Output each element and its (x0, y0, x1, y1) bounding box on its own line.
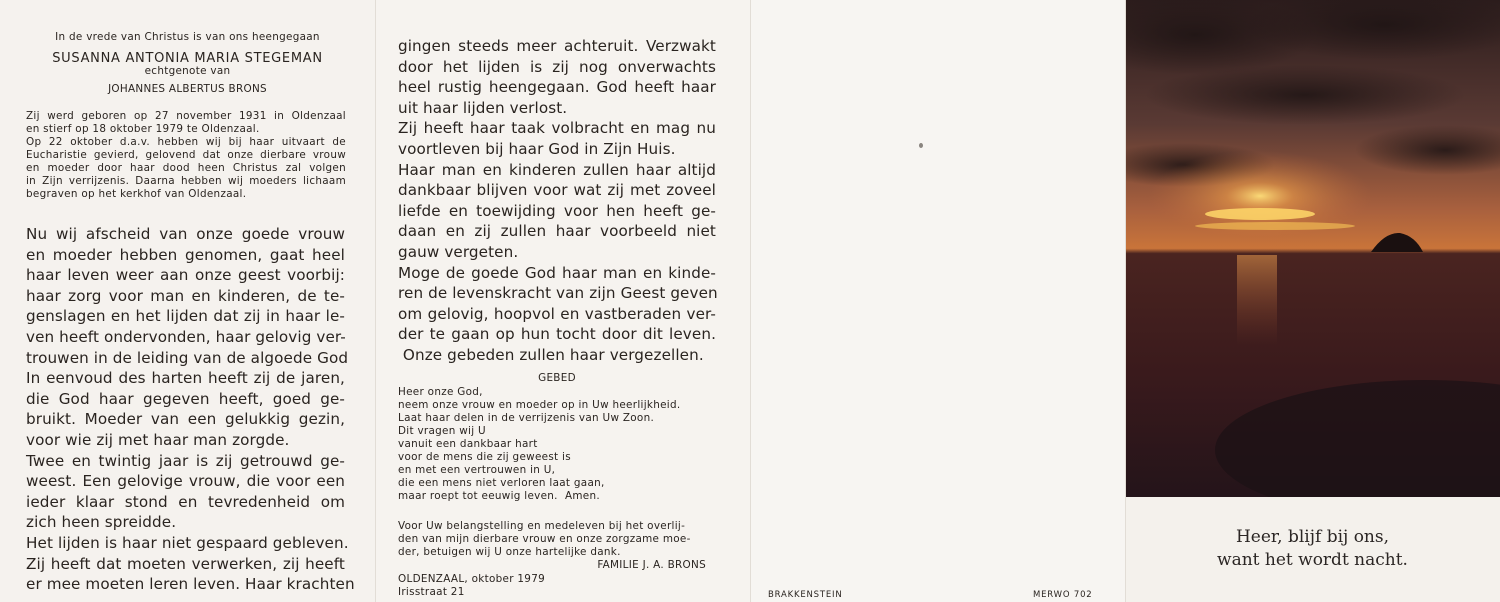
text-line: gingen steeds meer achteruit. Verzwakt (398, 37, 716, 55)
thanks-line: Voor Uw belangstelling en medeleven bij het overlij- (398, 520, 686, 532)
text-line: zich heen spreidde. (26, 513, 177, 532)
text-line: er mee moeten leren leven. Haar krachten (26, 575, 355, 594)
sun (1205, 208, 1315, 220)
thanks-text (398, 520, 716, 572)
cloud (1145, 65, 1465, 125)
text-line: In eenvoud des harten heeft zij de jaren, (26, 369, 345, 388)
text-line: Twee en twintig jaar is zij getrouwd ge- (26, 451, 345, 470)
text-line: die God haar gegeven heeft, goed ge- (26, 389, 345, 408)
text-line: Zij heeft haar taak volbracht en mag nu (398, 119, 716, 138)
text-line: voor wie zij met haar man zorgde. (26, 430, 290, 449)
bio-line: en moeder door haar dood heen Christus zal volgen (26, 162, 346, 174)
text-line: voortleven bij haar God in Zijn Huis. (398, 139, 676, 158)
intro-block (0, 31, 375, 96)
prayer-line: maar roept tot eeuwig leven. Amen. (398, 490, 600, 502)
caption-line: Heer, blijf bij ons, (1235, 527, 1390, 547)
sun-streak (1195, 222, 1355, 230)
text-line: heel rustig heengegaan. God heeft haar (398, 78, 716, 97)
memorial-text-left (26, 224, 355, 595)
text-line: ren de levenskracht van zijn Geest geven (398, 284, 718, 303)
photo-caption (1125, 526, 1500, 572)
text-line: dankbaar blijven voor wat zij met zoveel (398, 181, 716, 200)
text-line: Haar man en kinderen zullen haar altijd (398, 160, 716, 179)
print-code: MERWO 702 (1033, 590, 1093, 600)
thanks-line: der, betuigen wij U onze hartelijke dank. (398, 546, 621, 558)
sunset-photo (1125, 0, 1500, 497)
prayer-line: Dit vragen wij U (398, 425, 486, 437)
fold-line (750, 0, 751, 602)
bio-line: Zij werd geboren op 27 november 1931 in Oldenzaal (26, 110, 346, 122)
family-signature: FAMILIE J. A. BRONS (597, 559, 706, 571)
bio-line: begraven op het kerkhof van Oldenzaal. (26, 188, 247, 200)
prayer-line: en met een vertrouwen in U, (398, 464, 556, 476)
paper-speck (919, 143, 923, 148)
text-line: ieder klaar stond en tevredenheid om (26, 492, 345, 511)
prayer-line: neem onze vrouw en moeder op in Uw heerlijkheid. (398, 399, 681, 411)
text-line: haar zorg voor man en kinderen, de te- (26, 286, 345, 305)
bio-line: Op 22 oktober d.a.v. hebben wij bij haar uitvaart de (26, 136, 346, 148)
bio-line: en stierf op 18 oktober 1979 te Oldenzaal. (26, 123, 260, 135)
prayer-line: Laat haar delen in de verrijzenis van Uw Zoon. (398, 412, 655, 424)
fold-line (375, 0, 376, 602)
spouse-label: echtgenote van (144, 65, 231, 77)
text-line: Moge de goede God haar man en kinde- (398, 263, 716, 282)
text-line: Het lijden is haar niet gespaard gebleven. (26, 533, 349, 552)
panel-left (0, 0, 375, 602)
thanks-line: den van mijn dierbare vrouw en onze zorgzame moe- (398, 533, 691, 545)
prayer-line: Heer onze God, (398, 386, 483, 398)
bio-line: Eucharistie gevierd, gelovend dat onze dierbare vrouw (26, 149, 346, 161)
text-line: genslagen en het lijden dat zij in haar le- (26, 307, 345, 326)
panel-center-left (375, 0, 750, 602)
text-line: bruikt. Moeder van een gelukkig gezin, (26, 410, 345, 429)
city-date: OLDENZAAL, oktober 1979 (398, 573, 546, 585)
text-line: gauw vergeten. (398, 242, 519, 261)
text-line: liefde en toewijding voor hen heeft ge- (398, 201, 716, 220)
spouse-name: JOHANNES ALBERTUS BRONS (108, 83, 267, 95)
sun-glow (1125, 130, 1500, 280)
text-line: weest. Een gelovige vrouw, die voor een (26, 472, 345, 491)
sea-reflection (1237, 255, 1277, 345)
text-line: Nu wij afscheid van onze goede vrouw (26, 225, 345, 243)
text-line: Zij heeft dat moeten verwerken, zij heeft (26, 554, 345, 573)
fold-line (1125, 0, 1126, 602)
bio-line: in Zijn verrijzenis. Daarna hebben wij moeders lichaam (26, 175, 346, 187)
prayer-line: vanuit een dankbaar hart (398, 438, 538, 450)
publisher-label: BRAKKENSTEIN (768, 590, 843, 600)
text-line: om gelovig, hoopvol en vastberaden ver- (398, 304, 716, 323)
text-line: trouwen in de leiding van de algoede God (26, 348, 349, 367)
prayer-text (398, 386, 728, 503)
text-line: ven heeft ondervonden, haar gelovig ver- (26, 327, 346, 346)
caption-line: want het wordt nacht. (1217, 550, 1408, 570)
text-line: door het lijden is zij nog onverwachts (398, 57, 716, 76)
text-line: uit haar lijden verlost. (398, 98, 568, 117)
deceased-name: SUSANNA ANTONIA MARIA STEGEMAN (52, 51, 323, 66)
prayer-title: GEBED (538, 372, 576, 384)
text-line: en moeder hebben genomen, gaat heel (26, 245, 345, 264)
panel-center-right (750, 0, 1125, 602)
text-line: daan en zij zullen haar voorbeeld niet (398, 222, 716, 241)
text-line: haar leven weer aan onze geest voorbij: (26, 266, 345, 285)
text-line: Onze gebeden zullen haar vergezellen. (398, 345, 704, 364)
bio-text (26, 110, 346, 201)
prayer-line: voor de mens die zij geweest is (398, 451, 571, 463)
panel-right (1125, 0, 1500, 602)
memorial-text-right (398, 36, 716, 366)
street-address: Irisstraat 21 (398, 586, 465, 598)
text-line: der te gaan op hun tocht door dit leven. (398, 325, 716, 344)
intro-line: In de vrede van Christus is van ons heengegaan (55, 31, 320, 43)
prayer-line: die een mens niet verloren laat gaan, (398, 477, 605, 489)
